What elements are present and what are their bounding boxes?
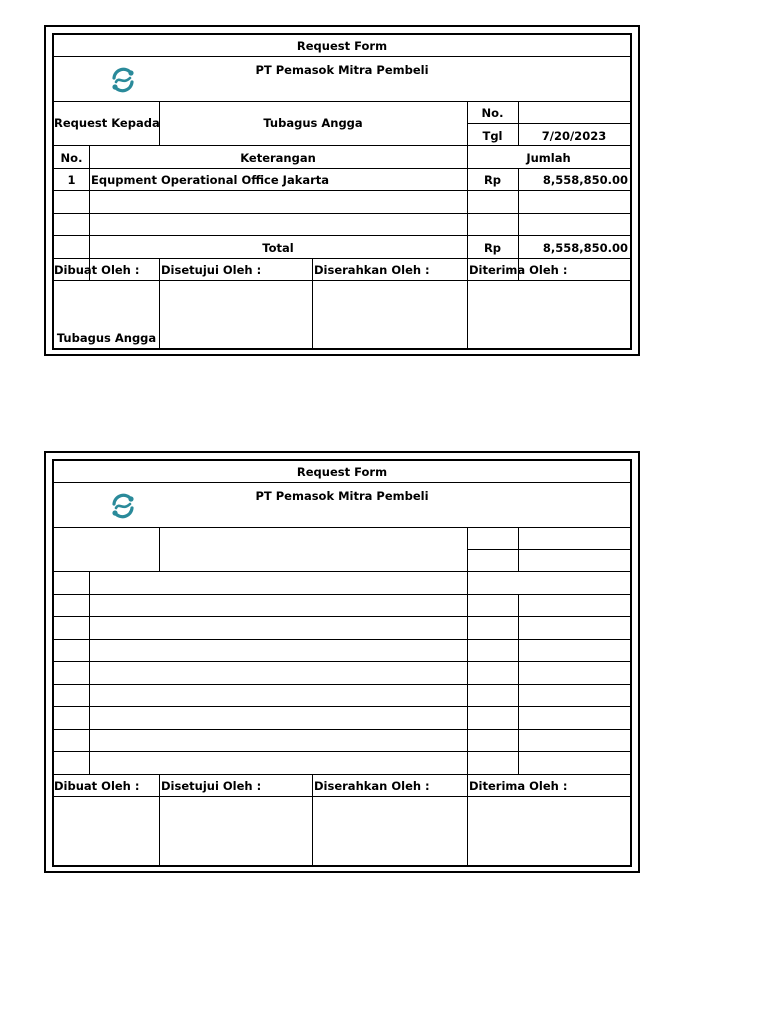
made-by-label: Dibuat Oleh : [54, 779, 140, 793]
handed-by-label: Diserahkan Oleh : [314, 779, 430, 793]
form-title: Request Form [296, 39, 388, 53]
column-description: Keterangan [240, 151, 316, 165]
total-amount: 8,558,850.00 [542, 241, 628, 255]
received-by-label: Diterima Oleh : [469, 779, 568, 793]
form-1-frame [52, 33, 632, 350]
company-name: PT Pemasok Mitra Pembeli [255, 489, 429, 503]
approved-by-label: Disetujui Oleh : [161, 263, 262, 277]
item-description: Equpment Operational Office Jakarta [91, 173, 330, 187]
request-to-value: Tubagus Angga [263, 116, 363, 130]
column-amount: Jumlah [526, 151, 571, 165]
made-by-name: Tubagus Angga [56, 331, 157, 345]
item-amount: 8,558,850.00 [542, 173, 628, 187]
date-label: Tgl [482, 129, 503, 143]
total-currency: Rp [483, 241, 502, 255]
made-by-label: Dibuat Oleh : [54, 263, 140, 277]
date-value: 7/20/2023 [541, 129, 607, 143]
number-label: No. [481, 106, 504, 120]
column-no: No. [60, 151, 83, 165]
item-no: 1 [67, 173, 76, 187]
handed-by-label: Diserahkan Oleh : [314, 263, 430, 277]
form-title: Request Form [296, 465, 388, 479]
received-by-label: Diterima Oleh : [469, 263, 568, 277]
approved-by-label: Disetujui Oleh : [161, 779, 262, 793]
company-name: PT Pemasok Mitra Pembeli [255, 63, 429, 77]
request-form-1 [44, 25, 640, 356]
request-form-2 [44, 451, 640, 873]
total-label: Total [262, 241, 294, 255]
request-to-label: Request Kepada [54, 116, 160, 130]
form-2-frame [52, 459, 632, 867]
item-currency: Rp [483, 173, 502, 187]
